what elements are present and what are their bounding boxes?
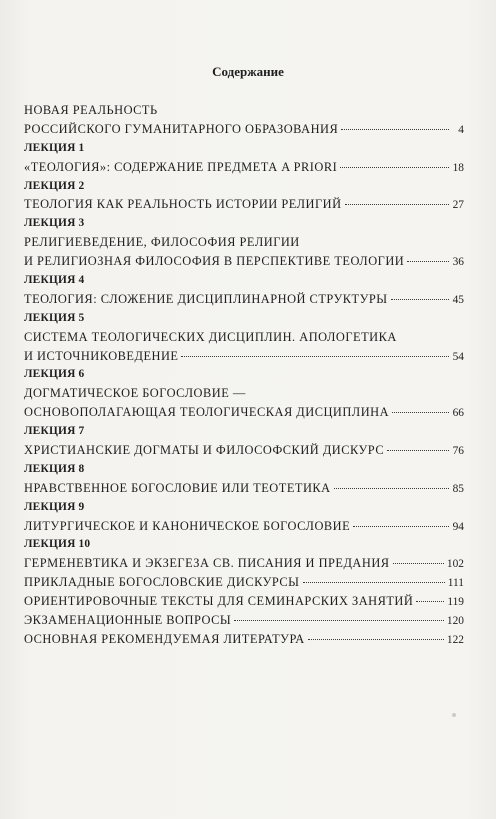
dot-leader [334,487,449,489]
toc-entry [24,517,464,536]
toc-page-number: 27 [452,199,464,212]
toc-entry [24,573,464,592]
toc-lecture-heading: ЛЕКЦИЯ 9 [24,500,85,513]
toc-entry-title: ЛИТУРГИЧЕСКОЕ И КАНОНИЧЕСКОЕ БОГОСЛОВИЕ [24,518,351,533]
toc-entry [24,252,464,271]
toc-entry [24,630,464,649]
dot-leader [353,525,449,527]
dot-leader [341,128,449,130]
toc-lecture-heading: ЛЕКЦИЯ 4 [24,274,85,287]
toc-entry [24,120,464,139]
page-title: Содержание [212,64,284,79]
toc-page-number: 85 [452,482,464,495]
toc-lecture-heading: ЛЕКЦИЯ 6 [24,368,85,381]
toc-entry-title: ЭКЗАМЕНАЦИОННЫЕ ВОПРОСЫ [24,613,232,628]
dot-leader [234,619,444,621]
dot-leader [407,260,449,262]
toc-lecture-heading: ЛЕКЦИЯ 7 [24,425,85,438]
toc-page-number: 66 [452,407,464,420]
toc-lecture-heading: ЛЕКЦИЯ 1 [24,141,85,154]
page-mark [452,713,456,717]
toc-page-number: 120 [446,615,464,628]
toc-lecture-heading: ЛЕКЦИЯ 2 [24,179,85,192]
toc-entry [24,479,464,498]
toc-title-line: СИСТЕМА ТЕОЛОГИЧЕСКИХ ДИСЦИПЛИН. АПОЛОГЕТИКА [24,329,397,344]
toc-entry [24,158,464,177]
toc-page-number: 102 [446,558,464,571]
toc-lecture-heading: ЛЕКЦИЯ 8 [24,462,85,475]
dot-leader [387,449,449,451]
dot-leader [416,600,444,602]
dot-leader [303,581,445,583]
toc-entry [24,195,464,214]
dot-leader [392,411,449,413]
toc-page-number: 76 [452,445,464,458]
toc-entry-title: ТЕОЛОГИЯ: СЛОЖЕНИЕ ДИСЦИПЛИНАРНОЙ СТРУКТУРЫ [24,291,388,306]
toc-entry [24,403,464,422]
toc-page-number: 94 [452,520,464,533]
toc-page-number: 45 [452,293,464,306]
toc-page-number: 119 [447,596,464,609]
toc-entry-title: ХРИСТИАНСКИЕ ДОГМАТЫ И ФИЛОСОФСКИЙ ДИСКУРС [24,443,385,458]
toc-entry-title: ТЕОЛОГИЯ КАК РЕАЛЬНОСТЬ ИСТОРИИ РЕЛИГИЙ [24,197,342,212]
toc-lecture-heading: ЛЕКЦИЯ 10 [24,538,91,551]
toc-page-number: 122 [446,633,464,646]
table-of-contents [24,101,464,649]
dot-leader [345,203,449,205]
toc-entry-title: И РЕЛИГИОЗНАЯ ФИЛОСОФИЯ В ПЕРСПЕКТИВЕ ТЕОЛОГИИ [24,254,405,269]
toc-entry [24,554,464,573]
toc-entry [24,290,464,309]
toc-entry [24,592,464,611]
toc-page-number: 36 [452,256,464,269]
dot-leader [340,166,449,168]
toc-page-number: 54 [452,350,464,363]
dot-leader [391,298,449,300]
dot-leader [393,562,444,564]
toc-lecture-heading: ЛЕКЦИЯ 5 [24,311,85,324]
toc-entry [24,347,464,366]
toc-entry-title: ПРИКЛАДНЫЕ БОГОСЛОВСКИЕ ДИСКУРСЫ [24,575,300,590]
toc-entry-title: НРАВСТВЕННОЕ БОГОСЛОВИЕ ИЛИ ТЕОТЕТИКА [24,480,331,495]
toc-page-number: 18 [452,161,464,174]
toc-page-number: 4 [458,123,464,136]
toc-entry [24,611,464,630]
toc-page-number: 111 [447,577,464,590]
toc-entry-title: ГЕРМЕНЕВТИКА И ЭКЗЕГЕЗА СВ. ПИСАНИЯ И ПРЕДАНИЯ [24,556,390,571]
dot-leader [308,638,444,640]
toc-lecture-heading: ЛЕКЦИЯ 3 [24,217,85,230]
toc-entry-title: И ИСТОЧНИКОВЕДЕНИЕ [24,348,179,363]
toc-entry-title: «ТЕОЛОГИЯ»: СОДЕРЖАНИЕ ПРЕДМЕТА A PRIORI [24,159,338,174]
toc-entry-title: ОРИЕНТИРОВОЧНЫЕ ТЕКСТЫ ДЛЯ СЕМИНАРСКИХ ЗАНЯТИЙ [24,594,414,609]
dot-leader [181,355,449,357]
toc-title-line: НОВАЯ РЕАЛЬНОСТЬ [24,103,158,117]
toc-title-line: РЕЛИГИЕВЕДЕНИЕ, ФИЛОСОФИЯ РЕЛИГИИ [24,235,300,250]
toc-title-line: ДОГМАТИЧЕСКОЕ БОГОСЛОВИЕ — [24,386,246,401]
toc-entry [24,441,464,460]
toc-entry-title: ОСНОВОПОЛАГАЮЩАЯ ТЕОЛОГИЧЕСКАЯ ДИСЦИПЛИНА [24,405,390,420]
toc-entry-title: РОССИЙСКОГО ГУМАНИТАРНОГО ОБРАЗОВАНИЯ [24,121,339,136]
toc-entry-title: ОСНОВНАЯ РЕКОМЕНДУЕМАЯ ЛИТЕРАТУРА [24,631,305,646]
